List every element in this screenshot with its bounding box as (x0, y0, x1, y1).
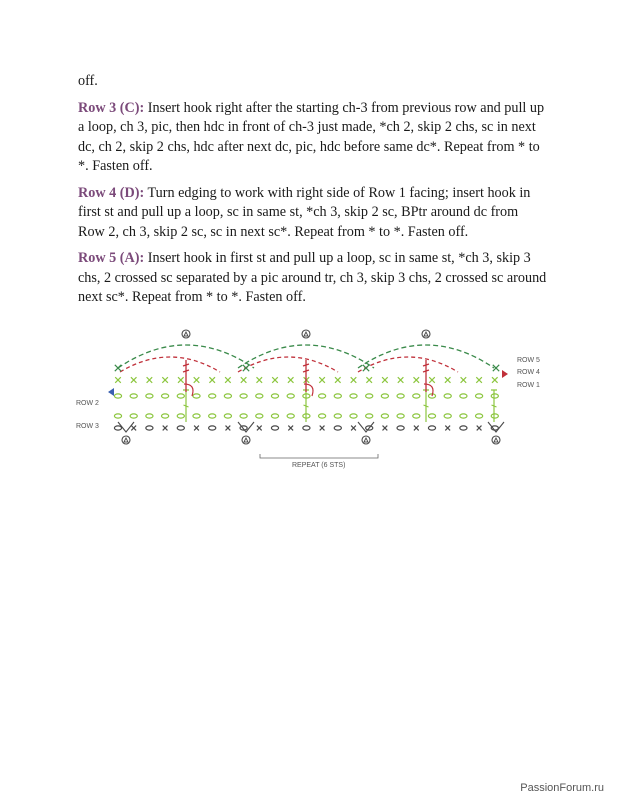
row3-sc-mark-9 (257, 426, 262, 431)
row4-chain-arc-0 (120, 357, 220, 372)
row3-sc-mark-15 (351, 426, 356, 431)
row2b-chain-mark-5 (193, 414, 200, 418)
row2b-chain-mark-2 (146, 414, 153, 418)
row3-sc-mark-19 (414, 426, 419, 431)
row3-sc-mark-23 (477, 426, 482, 431)
row2b-chain-mark-4 (177, 414, 184, 418)
row4-bptr-mark-0 (183, 360, 189, 392)
row5-picot-mark-2-inner (424, 332, 428, 336)
row3-chain-mark-10 (271, 426, 278, 430)
row2-chain-mark-2 (146, 394, 153, 398)
row3-chain-mark-22 (460, 426, 467, 430)
row4-start-arrow (502, 370, 508, 378)
row1-sc-mark-21 (445, 377, 451, 383)
row2-chain-mark-11 (287, 394, 294, 398)
row1-sc-mark-6 (209, 377, 215, 383)
row2-chain-mark-5 (193, 394, 200, 398)
row3-picot-mark-3-inner (494, 438, 498, 442)
pattern-instructions (78, 72, 548, 315)
row3-sc-mark-7 (226, 426, 231, 431)
row4-instruction (78, 184, 548, 243)
row1-sc-mark-24 (492, 377, 498, 383)
row1-sc-mark-11 (288, 377, 294, 383)
row2-chain-mark-15 (350, 394, 357, 398)
row2b-chain-mark-19 (413, 414, 420, 418)
row3-chain-mark-4 (177, 426, 184, 430)
row2-chain-mark-9 (256, 394, 263, 398)
row1-sc-mark-5 (194, 377, 200, 383)
row5-text: Insert hook in first st and pull up a loop, sc in same st, *ch 3, skip 3 chs, 2 crossed sc separated by a pic around tr, ch 3, skip 3 chs, 2 crossed sc around next sc*. Repeat from * to *. Fasten off. (78, 250, 547, 305)
row3-sc-mark-11 (288, 426, 293, 431)
row2b-chain-mark-7 (224, 414, 231, 418)
row2b-chain-mark-13 (319, 414, 326, 418)
row2-chain-mark-4 (177, 394, 184, 398)
row2b-chain-mark-14 (334, 414, 341, 418)
row2-start-arrow (108, 388, 114, 396)
crochet-chart (70, 322, 560, 472)
row3-sc-mark-3 (163, 426, 168, 431)
row5-crossed-sc-mark-0 (115, 365, 121, 371)
row4-bptr-mark-1 (303, 360, 309, 392)
repeat-bracket (260, 454, 378, 458)
row1-sc-mark-13 (319, 377, 325, 383)
row1-chart-label: ROW 1 (517, 382, 540, 389)
row3-chain-mark-14 (334, 426, 341, 430)
row2-chain-mark-7 (224, 394, 231, 398)
row4-bptr-mark-2 (423, 360, 429, 392)
row2b-chain-mark-11 (287, 414, 294, 418)
row2b-chain-mark-21 (444, 414, 451, 418)
row1-sc-mark-8 (241, 377, 247, 383)
row3-chain-mark-0 (114, 426, 121, 430)
row3-sc-mark-13 (320, 426, 325, 431)
row3-chain-mark-2 (146, 426, 153, 430)
row3-chain-mark-12 (303, 426, 310, 430)
row2-chain-mark-24 (491, 394, 498, 398)
row3-text: Insert hook right after the starting ch-3 from previous row and pull up a loop, ch 3, pic, then hdc in front of ch-3 just made, *ch 2, skip 2 chs, sc in next dc, ch 2, skip 2 chs, hdc after next dc, pic, hdc before same dc*. Repeat from * to *. Fasten off. (78, 99, 545, 174)
row2-chain-mark-18 (397, 394, 404, 398)
row1-sc-mark-3 (162, 377, 168, 383)
row2b-chain-mark-24 (491, 414, 498, 418)
row3-sc-mark-1 (131, 426, 136, 431)
row1-sc-mark-4 (178, 377, 184, 383)
row1-sc-mark-17 (382, 377, 388, 383)
row1-sc-mark-22 (461, 377, 467, 383)
row3-picot-mark-0-inner (124, 438, 128, 442)
row2b-chain-mark-17 (381, 414, 388, 418)
row5-picot-mark-0-inner (184, 332, 188, 336)
row1-sc-mark-23 (476, 377, 482, 383)
row2b-chain-mark-6 (209, 414, 216, 418)
row1-sc-mark-9 (257, 377, 263, 383)
row3-chain-mark-6 (209, 426, 216, 430)
repeat-label: REPEAT (6 STS) (292, 462, 346, 469)
continuation-text: off. (78, 73, 98, 89)
row2-chain-mark-14 (334, 394, 341, 398)
row5-instruction (78, 249, 548, 308)
row2b-chain-mark-0 (114, 414, 121, 418)
row2b-chain-mark-10 (271, 414, 278, 418)
row2-chain-mark-16 (366, 394, 373, 398)
row4-text: Turn edging to work with right side of Row 1 facing; insert hook in first st and pull up a loop, sc in same st, *ch 3, skip 2 sc, BPtr around dc from Row 2, ch 3, skip 2 sc, sc in next sc*. Repeat from * to *. Fasten off. (78, 184, 531, 240)
row3-picot-mark-1-inner (244, 438, 248, 442)
row2-chain-mark-3 (162, 394, 169, 398)
row2b-chain-mark-18 (397, 414, 404, 418)
row5-crossed-sc-mark-1 (243, 365, 249, 371)
row1-sc-mark-18 (398, 377, 404, 383)
row1-sc-mark-7 (225, 377, 231, 383)
row2b-chain-mark-3 (162, 414, 169, 418)
row1-sc-mark-1 (131, 377, 137, 383)
row2-chain-mark-21 (444, 394, 451, 398)
row5-label: Row 5 (A): (78, 250, 145, 266)
row2-chain-mark-1 (130, 394, 137, 398)
row2-chain-mark-6 (209, 394, 216, 398)
row1-sc-mark-0 (115, 377, 121, 383)
row2-chain-mark-22 (460, 394, 467, 398)
row4-label: Row 4 (D): (78, 184, 145, 201)
row2b-chain-mark-15 (350, 414, 357, 418)
row3-instruction (78, 99, 548, 177)
row3-label: Row 3 (C): (78, 99, 145, 116)
row2-chain-mark-19 (413, 394, 420, 398)
watermark: PassionForum.ru (520, 782, 604, 794)
row3-sc-mark-5 (194, 426, 199, 431)
row2-chart-label: ROW 2 (76, 400, 99, 407)
row4-chart-label: ROW 4 (517, 369, 540, 376)
row2b-chain-mark-20 (428, 414, 435, 418)
row3-chart-label: ROW 3 (76, 423, 99, 430)
row2b-chain-mark-8 (240, 414, 247, 418)
row2-chain-mark-17 (381, 394, 388, 398)
row2b-chain-mark-9 (256, 414, 263, 418)
row2-chain-mark-0 (114, 394, 121, 398)
row2b-chain-mark-22 (460, 414, 467, 418)
row1-sc-mark-16 (366, 377, 372, 383)
row2b-chain-mark-23 (476, 414, 483, 418)
row3-sc-mark-21 (445, 426, 450, 431)
row2b-chain-mark-16 (366, 414, 373, 418)
row2-chain-mark-23 (476, 394, 483, 398)
row3-chain-mark-18 (397, 426, 404, 430)
row2b-chain-mark-1 (130, 414, 137, 418)
row2-chain-mark-13 (319, 394, 326, 398)
row2-chain-mark-10 (271, 394, 278, 398)
row2-chain-mark-8 (240, 394, 247, 398)
row3-sc-mark-17 (383, 426, 388, 431)
row5-crossed-sc-mark-2 (363, 365, 369, 371)
row1-sc-mark-10 (272, 377, 278, 383)
row1-sc-mark-19 (414, 377, 420, 383)
row1-sc-mark-20 (429, 377, 435, 383)
row5-chart-label: ROW 5 (517, 357, 540, 364)
row5-picot-mark-1-inner (304, 332, 308, 336)
row1-sc-mark-15 (351, 377, 357, 383)
row1-sc-mark-14 (335, 377, 341, 383)
row1-sc-mark-2 (147, 377, 153, 383)
row3-picot-mark-2-inner (364, 438, 368, 442)
row3-chain-mark-20 (428, 426, 435, 430)
